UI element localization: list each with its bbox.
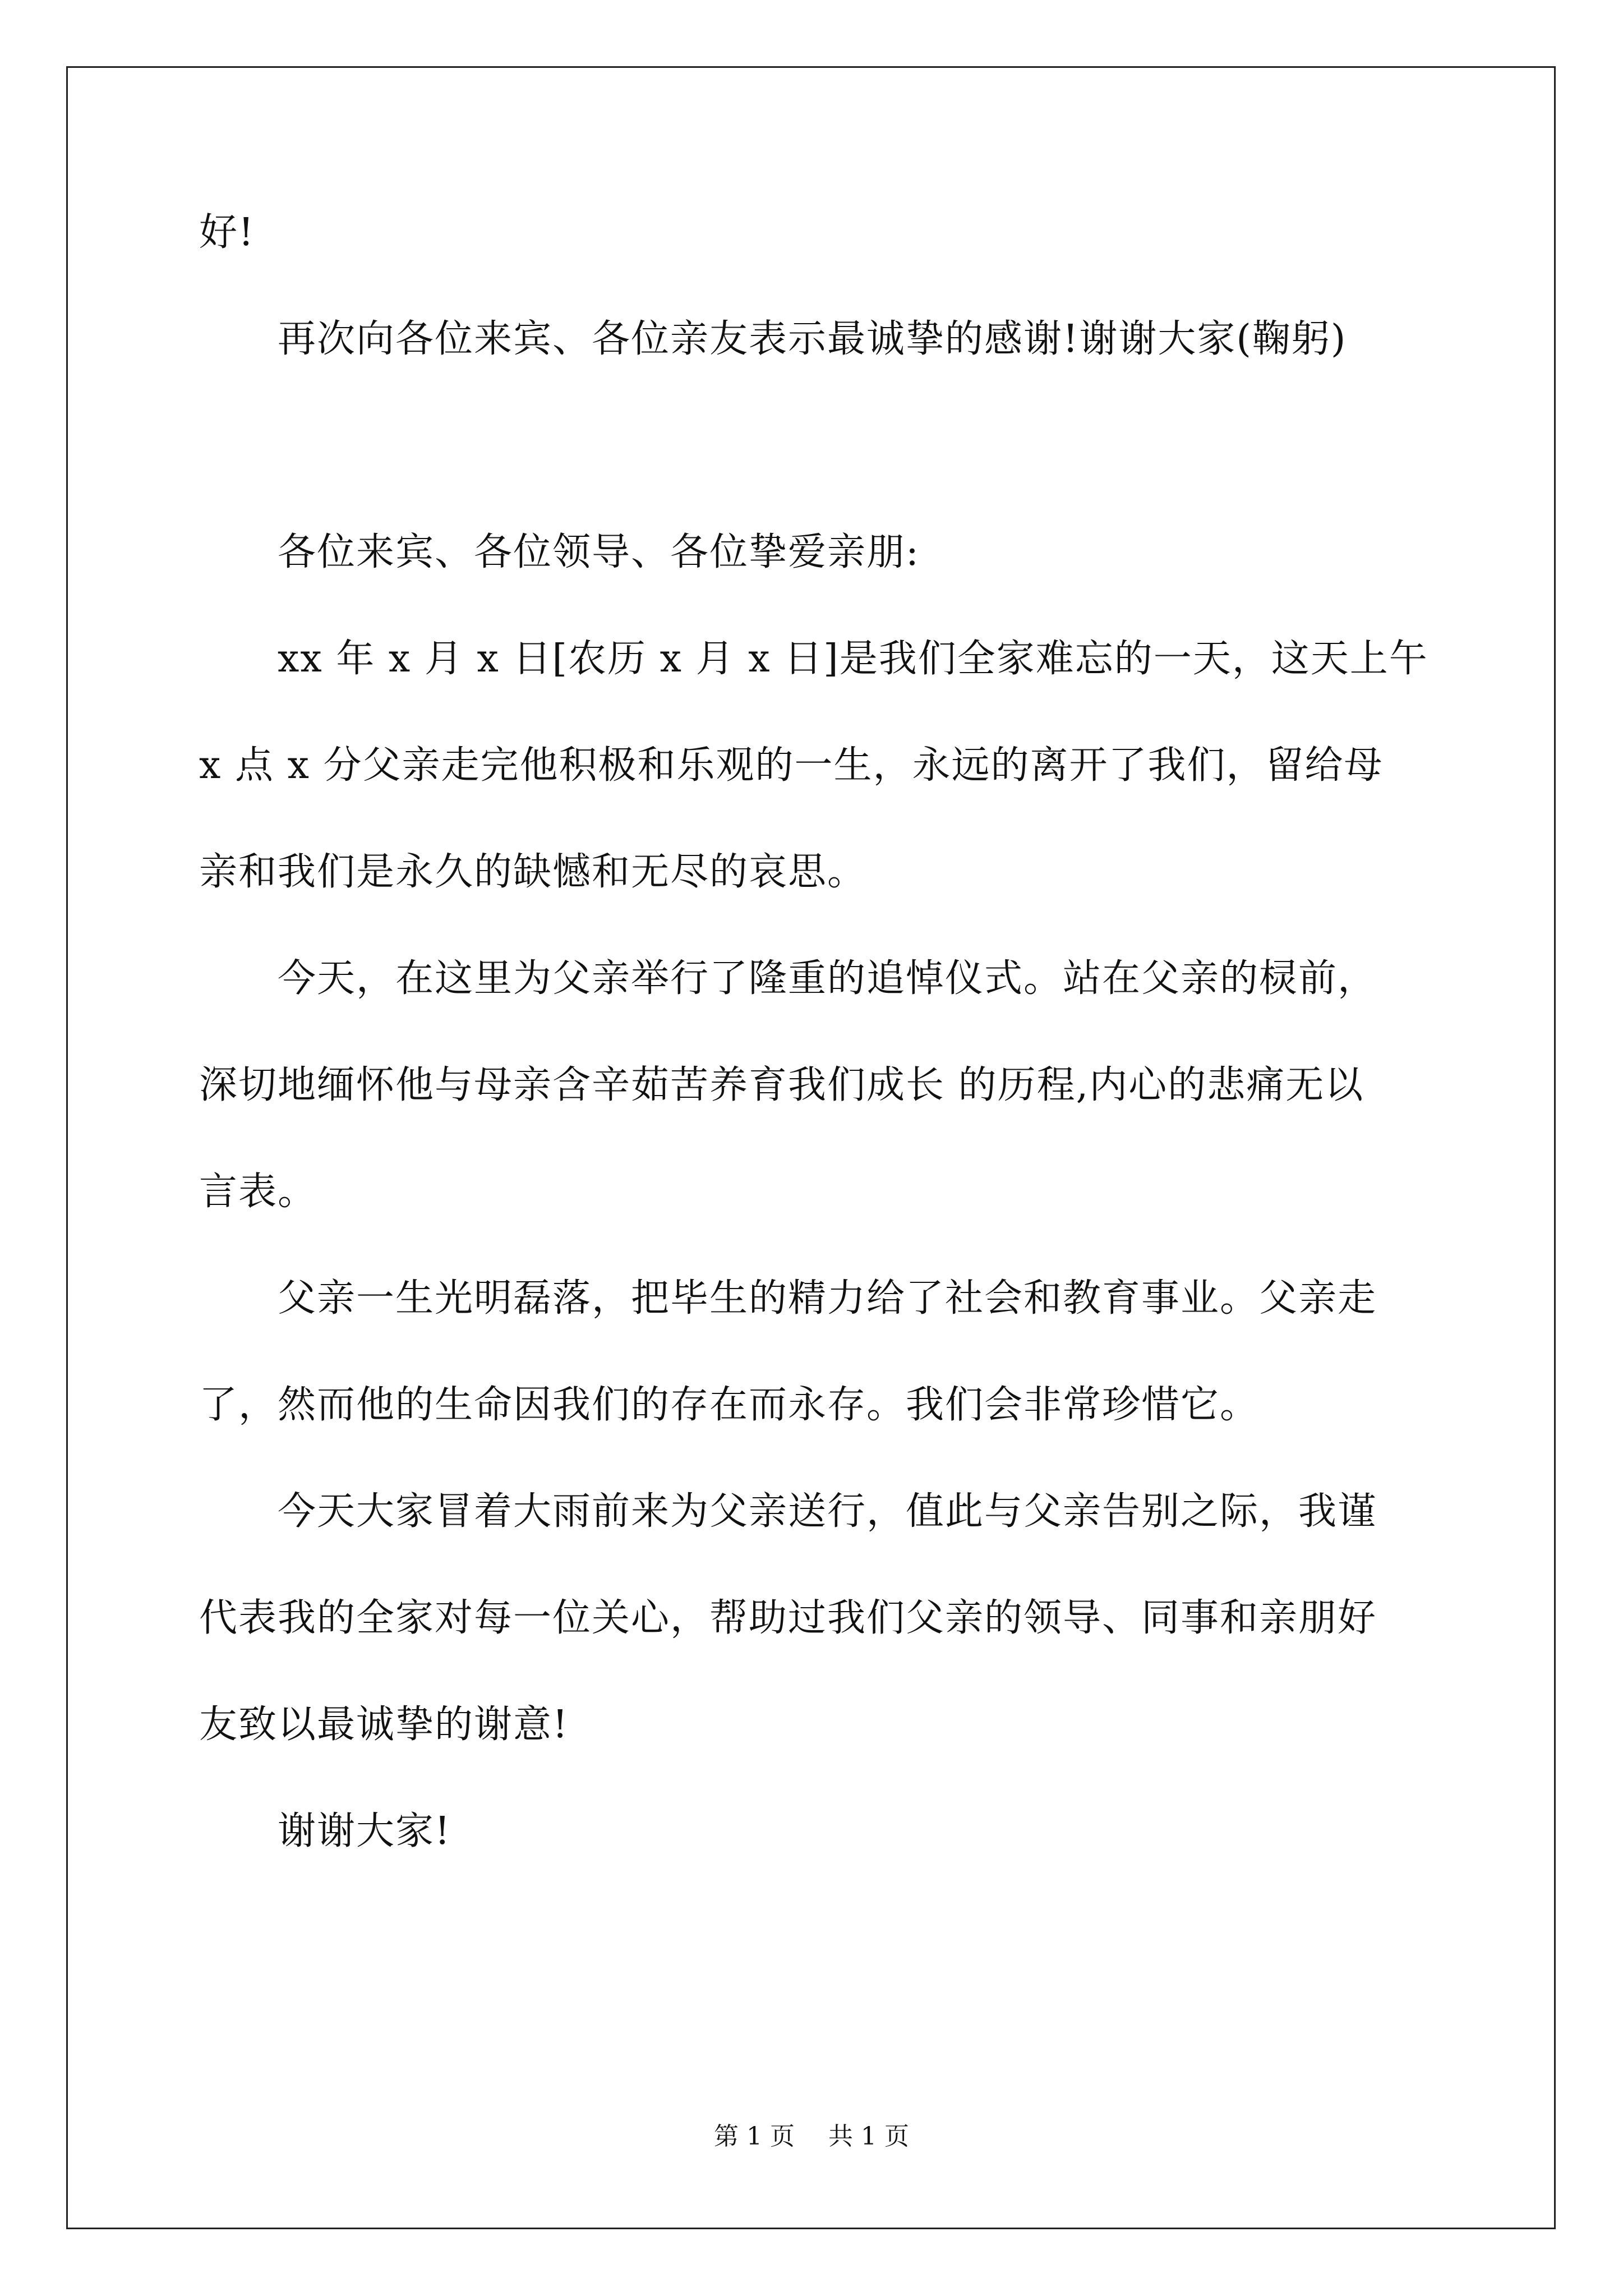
text-line: 代表我的全家对每一位关心，帮助过我们父亲的领导、同事和亲朋好 <box>199 1596 1377 1640</box>
page-footer <box>0 2120 1623 2154</box>
text-line: 友致以最诚挚的谢意! <box>199 1703 569 1747</box>
text-line: 言表。 <box>199 1170 317 1214</box>
page-number: 第 1 页 <box>714 2122 795 2151</box>
text-line: 了，然而他的生命因我们的存在而永存。我们会非常珍惜它。 <box>199 1383 1260 1427</box>
text-line: 谢谢大家! <box>199 1809 451 1853</box>
text-line: x 点 x 分父亲走完他积极和乐观的一生，永远的离开了我们，留给母 <box>199 743 1384 788</box>
text-line: 各位来宾、各位领导、各位挚爱亲朋: <box>199 530 920 574</box>
text-line: 今天大家冒着大雨前来为父亲送行，值此与父亲告别之际，我谨 <box>199 1489 1377 1534</box>
text-line: 父亲一生光明磊落，把毕生的精力给了社会和教育事业。父亲走 <box>199 1276 1377 1320</box>
text-line: 深切地缅怀他与母亲含辛茹苦养育我们成长 的历程,内心的悲痛无以 <box>199 1063 1364 1107</box>
text-line: 亲和我们是永久的缺憾和无尽的哀思。 <box>199 850 867 894</box>
page-border <box>66 66 1556 2229</box>
text-line: 再次向各位来宾、各位亲友表示最诚挚的感谢!谢谢大家(鞠躬) <box>199 317 1347 361</box>
page-total: 共 1 页 <box>828 2122 909 2151</box>
text-line: xx 年 x 月 x 日[农历 x 月 x 日]是我们全家难忘的一天，这天上午 <box>199 637 1428 681</box>
text-line: 今天，在这里为父亲举行了隆重的追悼仪式。站在父亲的棂前， <box>199 956 1377 1001</box>
text-line: 好! <box>199 210 255 255</box>
